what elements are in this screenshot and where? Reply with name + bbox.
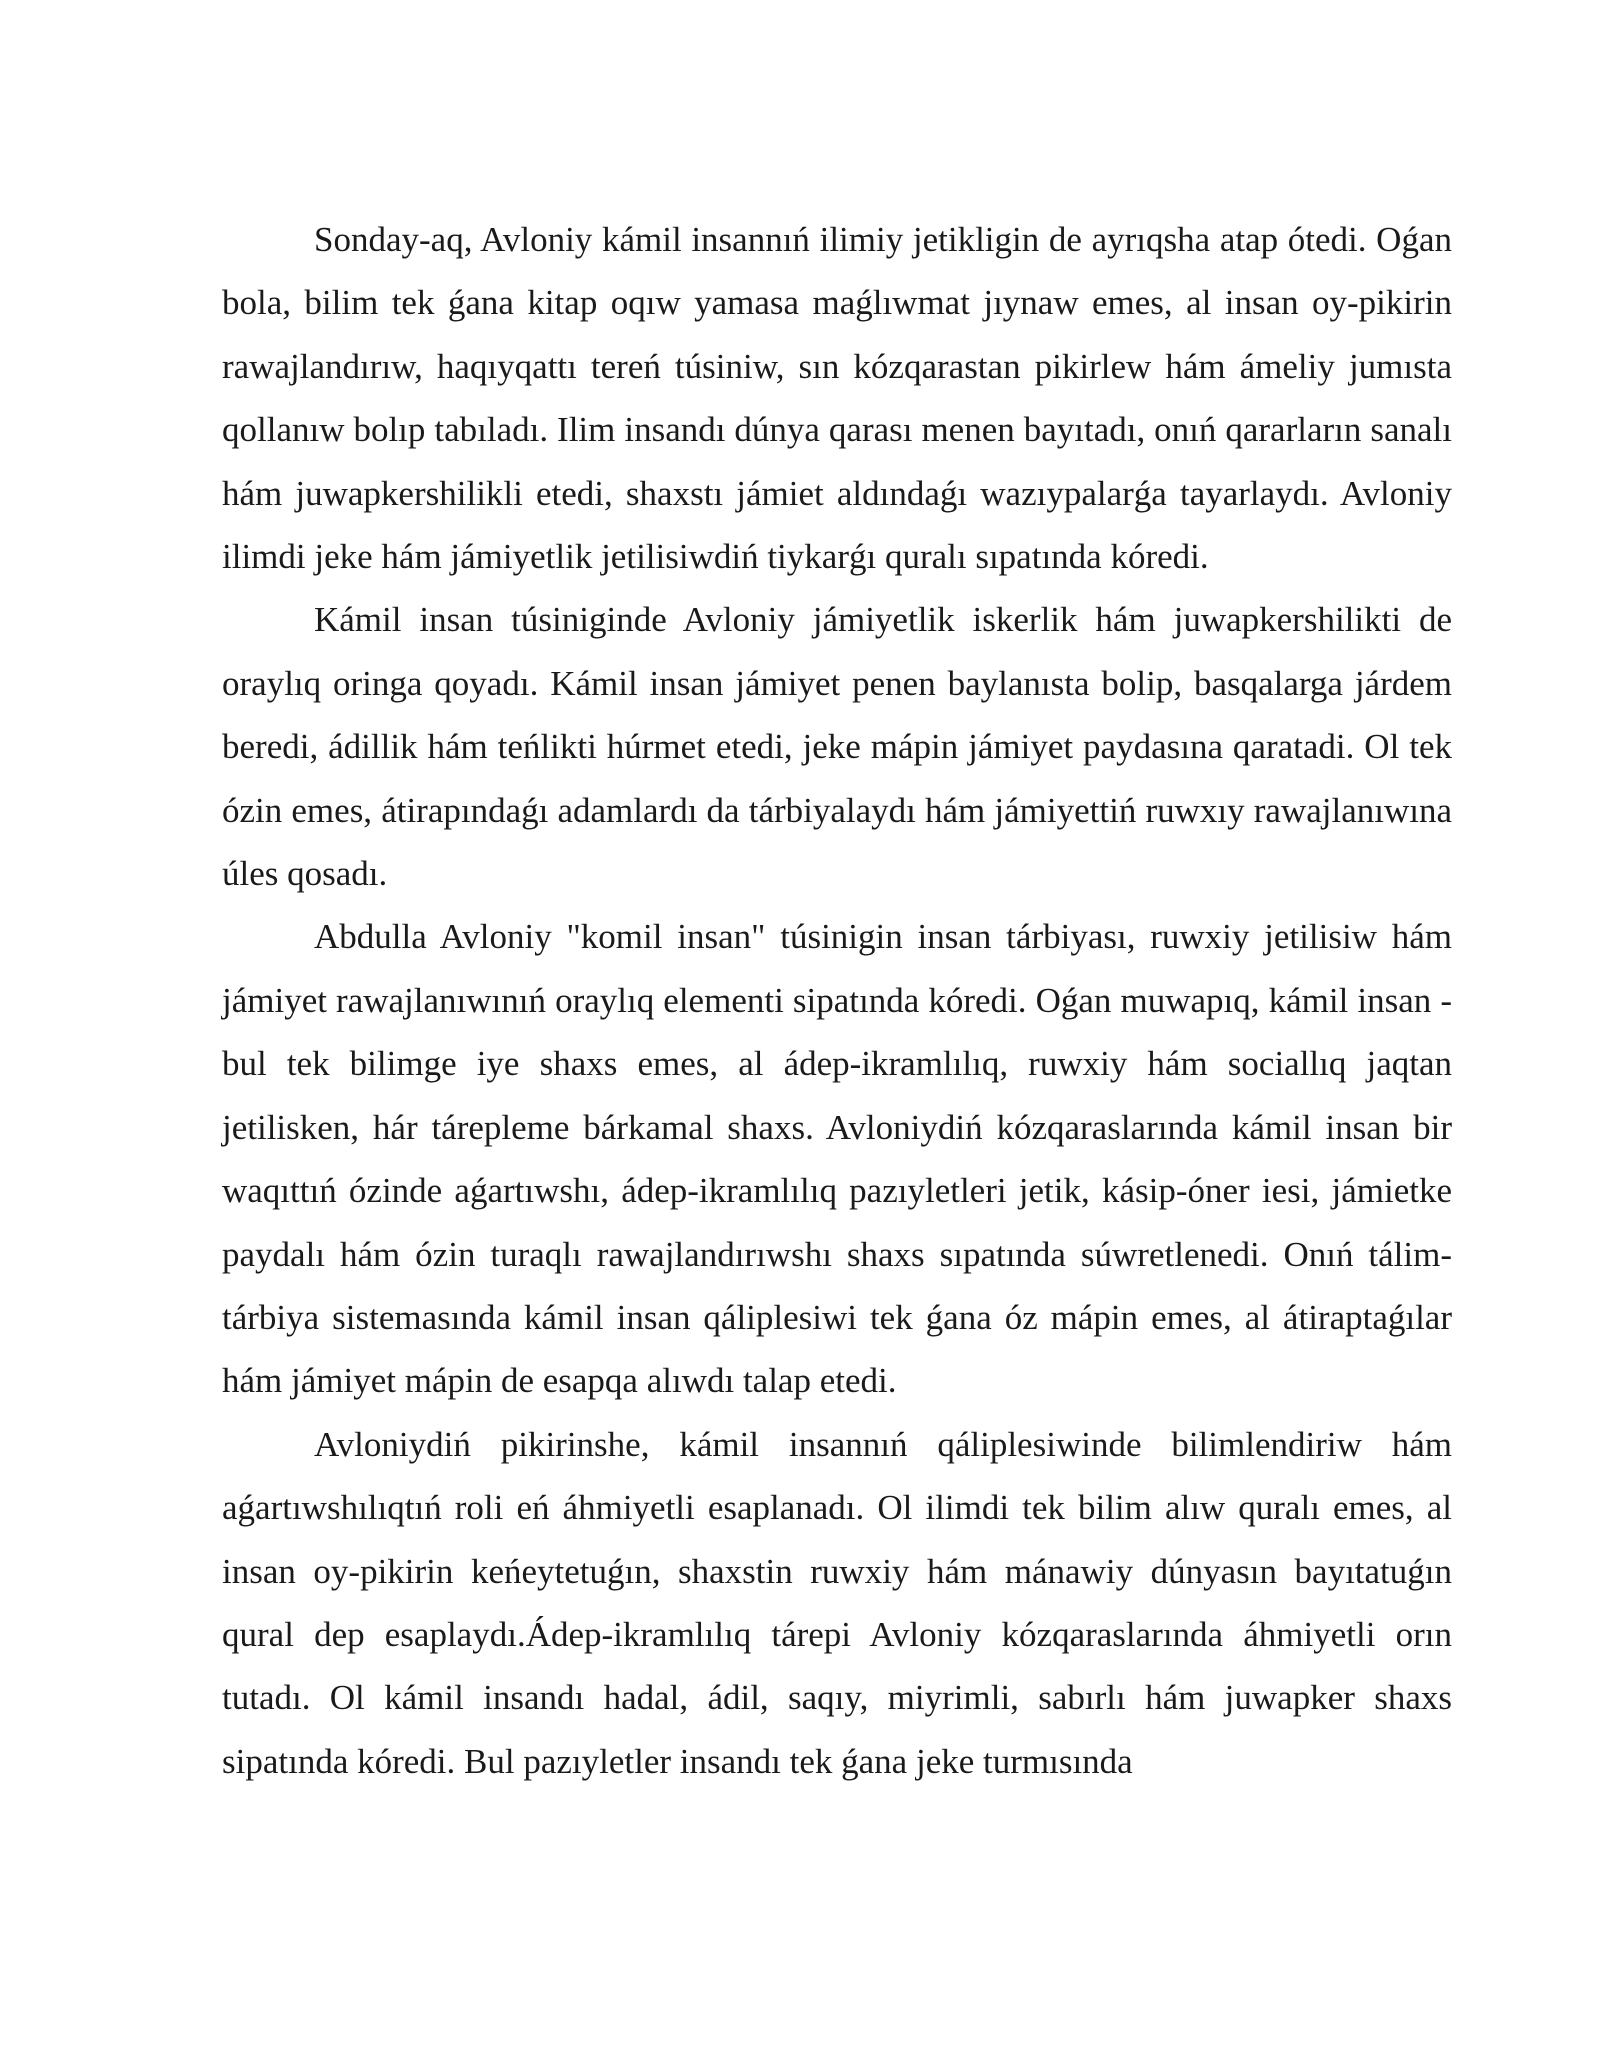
paragraph-4: Avloniydiń pikirinshe, kámil insannıń qáliplesiwinde bilimlendiriw hám aǵartıwshılıqtıń roli eń áhmiyetli esaplanadı. Ol ilimdi tek bilim alıw quralı emes, al insan oy-pikirin keńeytetuǵın, shaxstin ruwxiy hám mánawiy dúnyasın bayıtatuǵın qural dep esaplaydı.Ádep-ikramlılıq tárepi Avloniy kózqaraslarında áhmiyetli orın tutadı. Ol kámil insandı hadal, ádil, saqıy, miyrimli, sabırlı hám juwapker shaxs sipatında kóredi. Bul pazıyletler insandı tek ǵana jeke turmısında xyxy=(222,1424,1452,1781)
paragraph-2: Kámil insan túsiniginde Avloniy jámiyetlik iskerlik hám juwapkershilikti de oraylıq oringa qoyadı. Kámil insan jámiyet penen baylanısta bolip, basqalarga járdem beredi, ádillik hám teńlikti húrmet etedi, jeke mápin jámiyet paydasına qaratadi. Ol tek ózin emes, átirapındaǵı adamlardı da tárbiyalaydı hám jámiyettiń ruwxıy rawajlanıwına úles qosadı. xyxy=(222,600,1452,894)
paragraph-3: Abdulla Avloniy "komil insan" túsinigin insan tárbiyası, ruwxiy jetilisiw hám jámiyet rawajlanıwınıń oraylıq elementi sipatında kóredi. Oǵan muwapıq, kámil insan - bul tek bilimge iye shaxs emes, al ádep-ikramlılıq, ruwxiy hám sociallıq jaqtan jetilisken, hár tárepleme bárkamal shaxs. Avloniydiń kózqaraslarında kámil insan bir waqıttıń ózinde aǵartıwshı, ádep-ikramlılıq pazıyletleri jetik, kásip-óner iesi, jámietke paydalı hám ózin turaqlı rawajlandırıwshı shaxs sıpatında súwretlenedi. Onıń tálim-tárbiya sistemasında kámil insan qáliplesiwi tek ǵana óz mápin emes, al átiraptaǵılar hám jámiyet mápin de esapqa alıwdı talap etedi. xyxy=(222,917,1452,1401)
body-text xyxy=(222,208,1452,1793)
paragraph-1: Sonday-aq, Avloniy kámil insannıń ilimiy jetikligin de ayrıqsha atap ótedi. Oǵan bola, bilim tek ǵana kitap oqıw yamasa maǵlıwmat jıynaw emes, al insan oy-pikirin rawajlandırıw, haqıyqattı tereń túsiniw, sın kózqarastan pikirlew hám ámeliy jumısta qollanıw bolıp tabıladı. Ilim insandı dúnya qarası menen bayıtadı, onıń qararların sanalı hám juwapkershilikli etedi, shaxstı jámiet aldındaǵı wazıypalarǵa tayarlaydı. Avloniy ilimdi jeke hám jámiyetlik jetilisiwdiń tiykarǵı quralı sıpatında kóredi. xyxy=(222,220,1452,577)
